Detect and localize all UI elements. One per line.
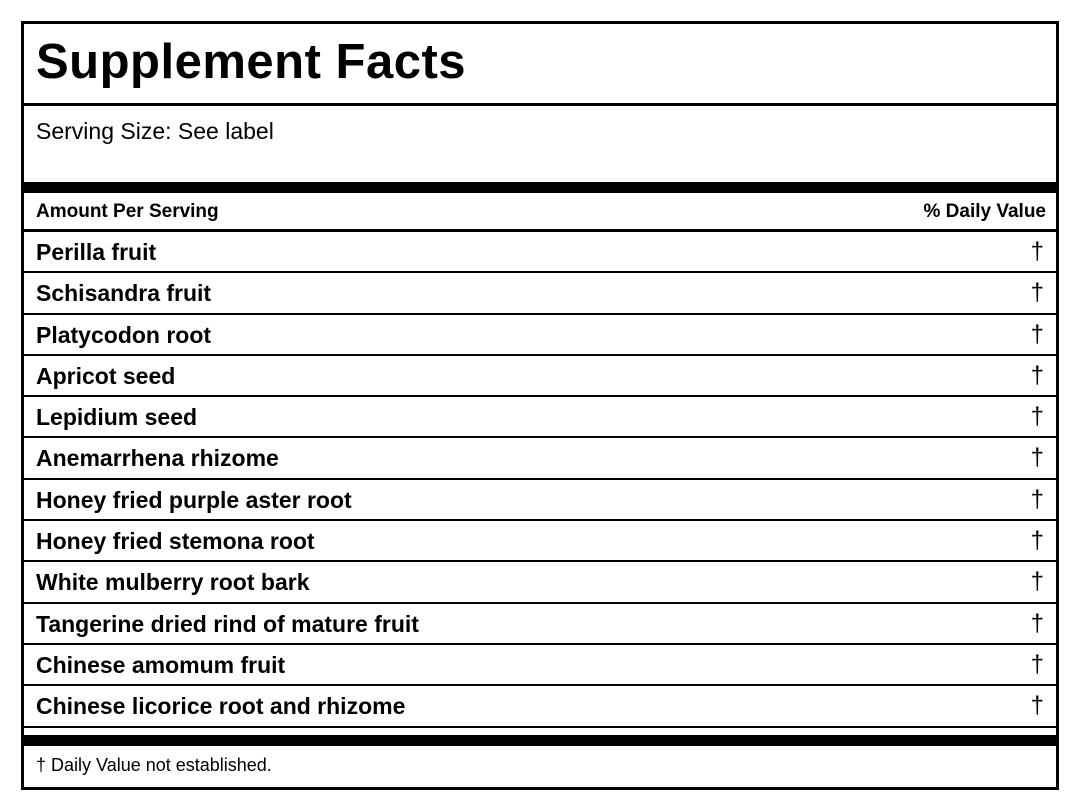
ingredient-row — [24, 397, 1056, 438]
ingredient-name: Anemarrhena rhizome — [36, 445, 279, 472]
thick-divider-top — [24, 182, 1056, 193]
daily-value-dagger: † — [1030, 485, 1044, 513]
ingredient-row — [24, 562, 1056, 603]
ingredient-row — [24, 645, 1056, 686]
ingredient-name: Chinese amomum fruit — [36, 651, 286, 678]
ingredient-name: Platycodon root — [36, 321, 212, 348]
daily-value-dagger: † — [1030, 320, 1044, 348]
column-header-row — [24, 193, 1056, 232]
ingredient-name: White mulberry root bark — [36, 569, 310, 596]
ingredient-row — [24, 480, 1056, 521]
ingredient-row — [24, 604, 1056, 645]
ingredient-row — [24, 521, 1056, 562]
daily-value-dagger: † — [1030, 279, 1044, 307]
ingredient-name: Schisandra fruit — [36, 280, 212, 307]
ingredient-row — [24, 232, 1056, 273]
ingredient-name: Apricot seed — [36, 362, 176, 389]
daily-value-dagger: † — [1030, 361, 1044, 389]
daily-value-dagger: † — [1030, 609, 1044, 637]
ingredient-row — [24, 315, 1056, 356]
ingredient-row — [24, 438, 1056, 479]
ingredient-name: Honey fried stemona root — [36, 528, 315, 555]
ingredient-name: Perilla fruit — [36, 239, 157, 265]
ingredient-name: Honey fried purple aster root — [36, 486, 352, 513]
ingredient-row — [24, 273, 1056, 314]
footnote-row — [24, 746, 1056, 787]
footnote: † Daily Value not established. — [36, 755, 272, 775]
amount-per-serving-header: Amount Per Serving — [36, 201, 219, 222]
daily-value-dagger: † — [1030, 692, 1044, 720]
daily-value-dagger: † — [1030, 650, 1044, 678]
ingredient-row — [24, 356, 1056, 397]
daily-value-dagger: † — [1030, 444, 1044, 472]
ingredient-name: Chinese licorice root and rhizome — [36, 693, 406, 720]
thick-divider-bottom — [24, 735, 1056, 746]
ingredient-name: Tangerine dried rind of mature fruit — [36, 610, 419, 637]
serving-size: Serving Size: See label — [36, 118, 274, 144]
daily-value-dagger: † — [1030, 403, 1044, 431]
daily-value-header: % Daily Value — [923, 201, 1046, 222]
ingredient-list — [24, 232, 1056, 728]
title-row — [24, 24, 1056, 106]
label-title: Supplement Facts — [36, 35, 467, 89]
daily-value-dagger: † — [1030, 238, 1044, 265]
supplement-facts-label — [21, 21, 1059, 790]
serving-size-row — [24, 106, 1056, 182]
daily-value-dagger: † — [1030, 568, 1044, 596]
daily-value-dagger: † — [1030, 527, 1044, 555]
ingredient-row — [24, 686, 1056, 727]
ingredient-name: Lepidium seed — [36, 404, 198, 431]
